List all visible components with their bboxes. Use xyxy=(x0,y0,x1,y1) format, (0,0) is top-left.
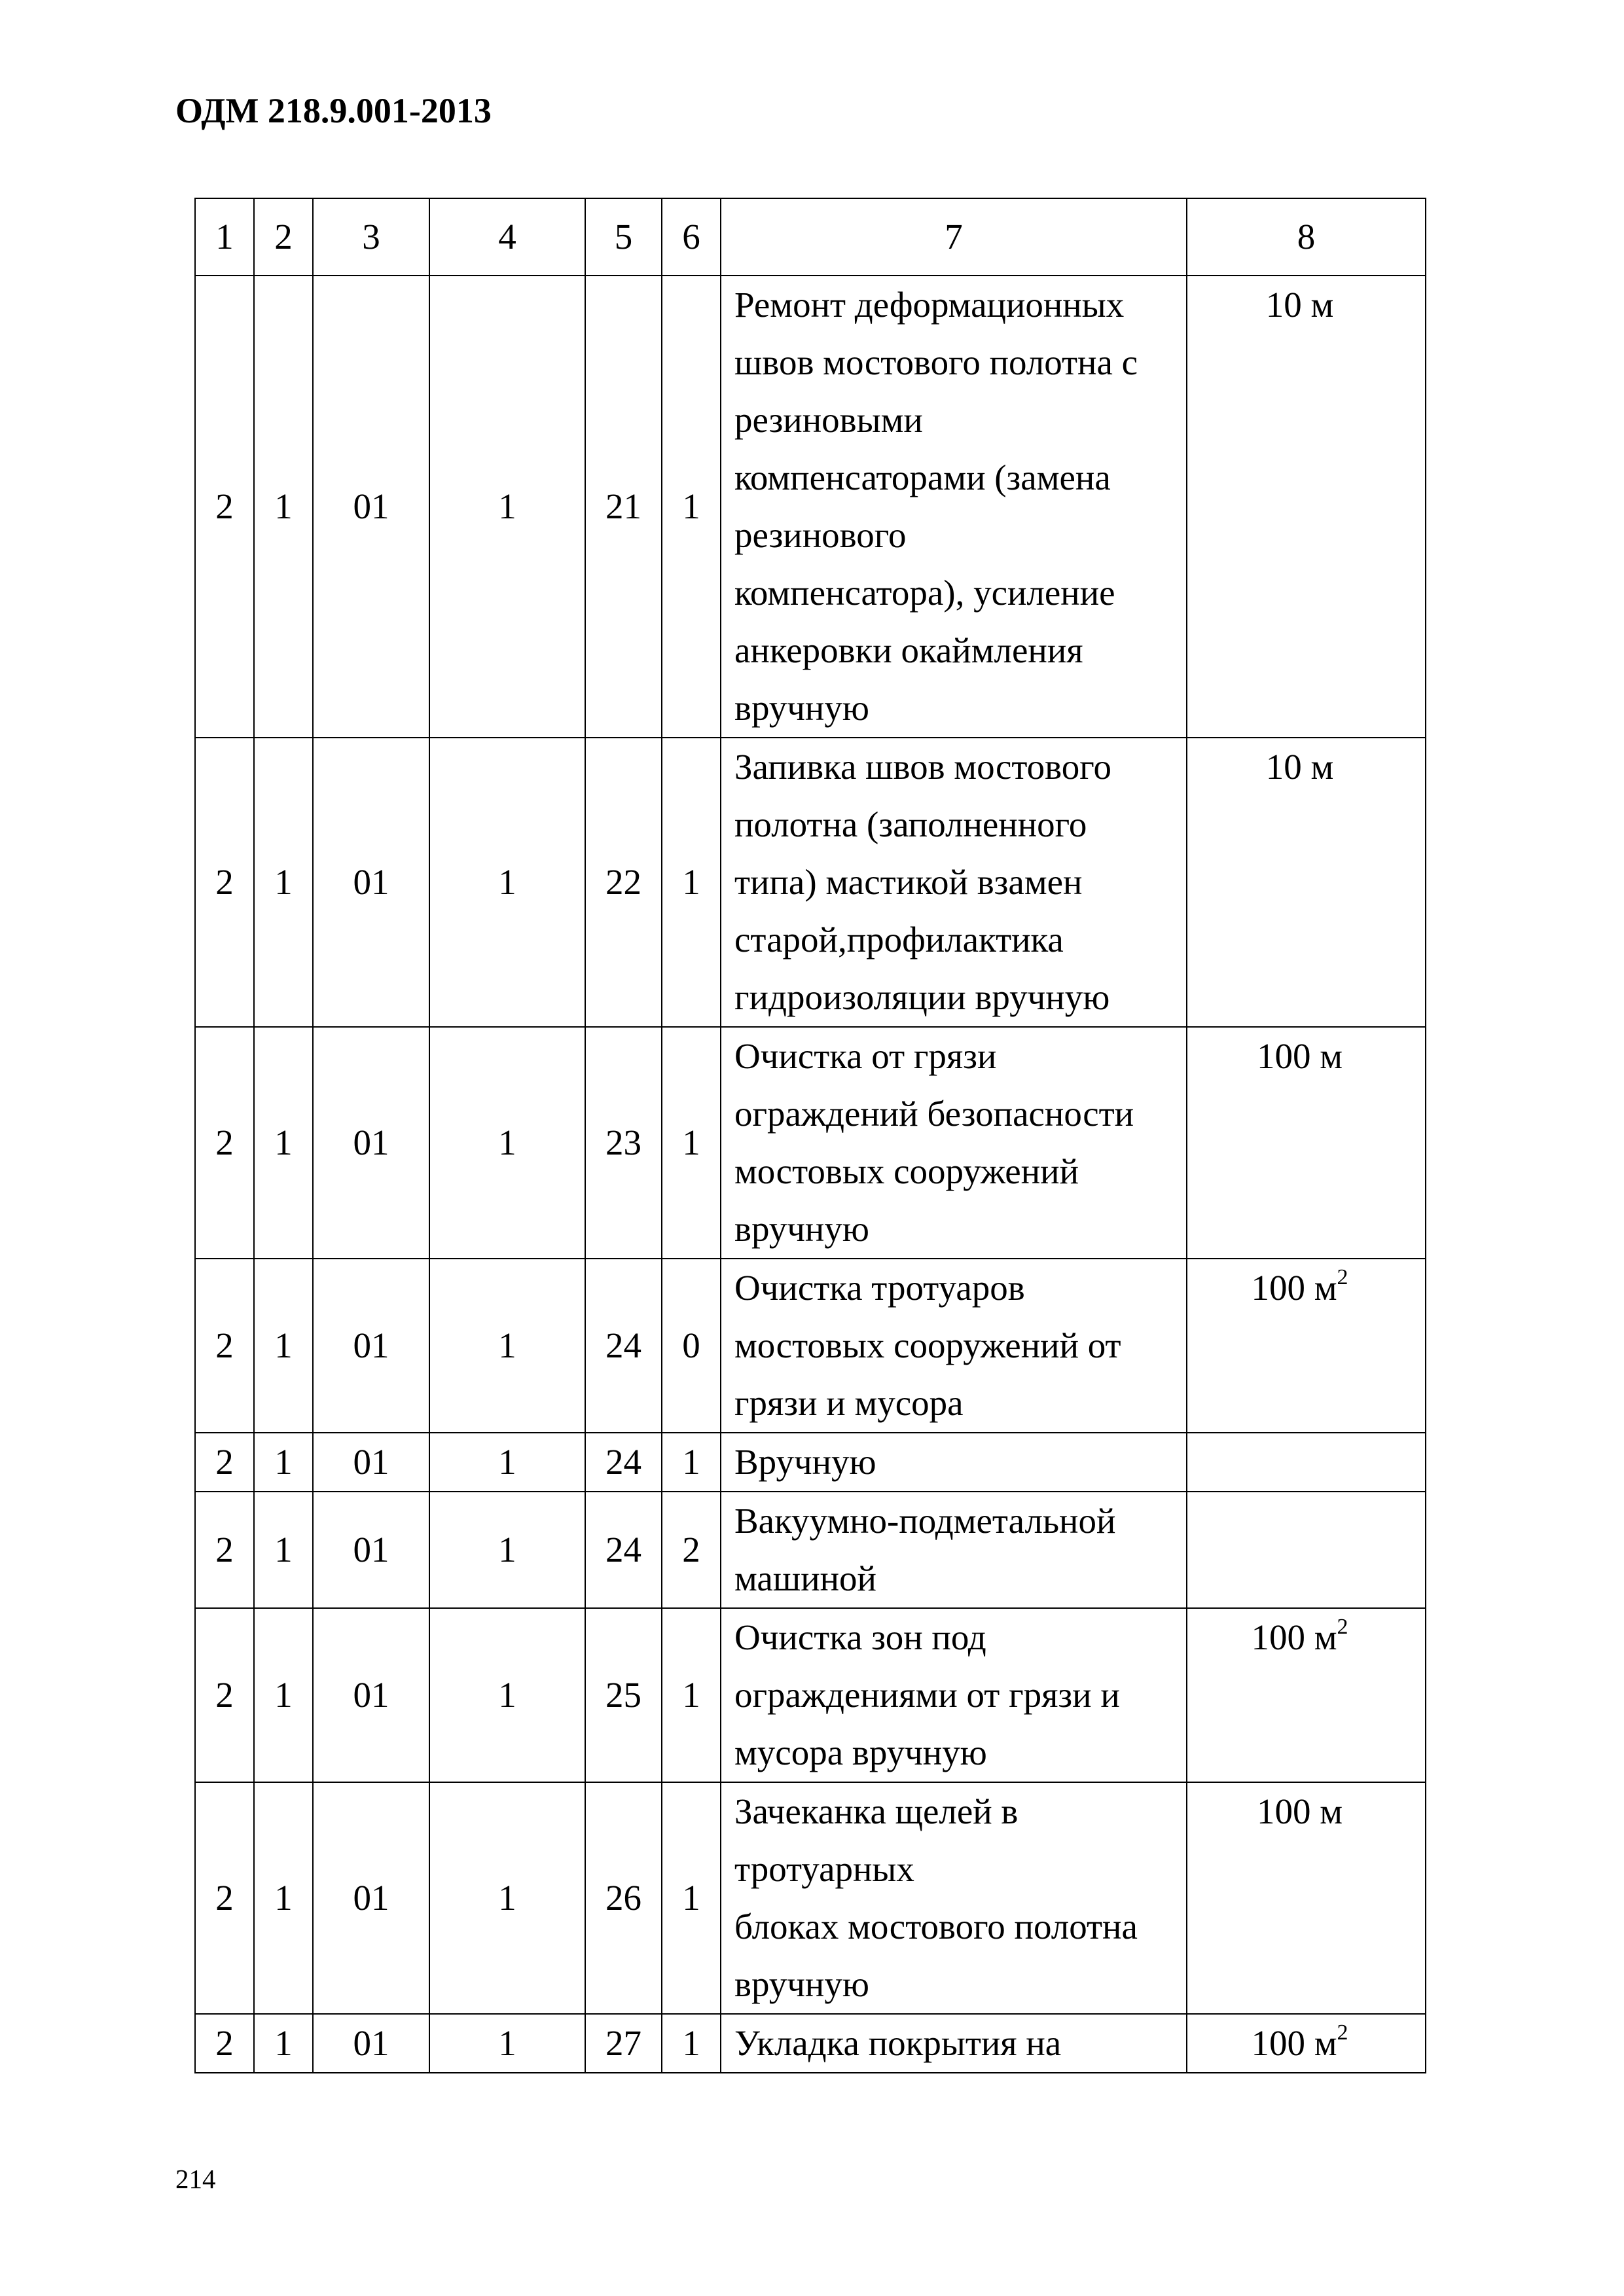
cell-description xyxy=(721,738,1187,1027)
table-row xyxy=(195,2014,1426,2073)
description-line: вручную xyxy=(734,688,869,728)
description-line: Ремонт деформационных xyxy=(734,285,1125,325)
description-line: блоках мостового полотна xyxy=(734,1907,1138,1946)
cell-c1: 2 xyxy=(195,276,254,738)
description-line: мусора вручную xyxy=(734,1732,987,1772)
unit-text: 100 м xyxy=(1256,1036,1343,1076)
cell-unit xyxy=(1187,1433,1426,1492)
cell-c3: 01 xyxy=(313,1492,429,1608)
description-line: резиновыми xyxy=(734,400,923,440)
table-header-row xyxy=(195,198,1426,276)
cell-c5: 22 xyxy=(585,738,662,1027)
table-row xyxy=(195,276,1426,738)
cell-c4: 1 xyxy=(429,1433,585,1492)
cell-unit xyxy=(1187,2014,1426,2073)
description-line: Укладка покрытия на xyxy=(734,2023,1062,2063)
cell-c2: 1 xyxy=(254,276,313,738)
cell-c5: 24 xyxy=(585,1433,662,1492)
description-line: резинового xyxy=(734,515,907,555)
cell-unit xyxy=(1187,1782,1426,2014)
description-line: грязи и мусора xyxy=(734,1383,964,1423)
cell-c4: 1 xyxy=(429,2014,585,2073)
cell-c4: 1 xyxy=(429,1782,585,2014)
cell-c3: 01 xyxy=(313,738,429,1027)
cell-c6: 0 xyxy=(662,1259,721,1433)
cell-description xyxy=(721,1492,1187,1608)
page-number: 214 xyxy=(175,2164,216,2194)
header-cell: 4 xyxy=(429,198,585,276)
description-line: компенсатора), усиление xyxy=(734,573,1115,613)
cell-c2: 1 xyxy=(254,1782,313,2014)
cell-unit xyxy=(1187,1492,1426,1608)
header-cell: 1 xyxy=(195,198,254,276)
cell-c3: 01 xyxy=(313,1782,429,2014)
table-row xyxy=(195,1492,1426,1608)
cell-c6: 1 xyxy=(662,1027,721,1259)
description-line: Вручную xyxy=(734,1442,876,1482)
header-cell: 6 xyxy=(662,198,721,276)
cell-c5: 24 xyxy=(585,1492,662,1608)
table-row xyxy=(195,1259,1426,1433)
description-line: мостовых сооружений от xyxy=(734,1325,1121,1365)
cell-description xyxy=(721,1027,1187,1259)
cell-c4: 1 xyxy=(429,276,585,738)
cell-c2: 1 xyxy=(254,1433,313,1492)
cell-c5: 23 xyxy=(585,1027,662,1259)
cell-c5: 25 xyxy=(585,1608,662,1782)
header-cell: 3 xyxy=(313,198,429,276)
header-cell: 8 xyxy=(1187,198,1426,276)
cell-c2: 1 xyxy=(254,2014,313,2073)
works-table xyxy=(194,198,1426,2073)
description-line: ограждений безопасности xyxy=(734,1094,1134,1134)
table-row xyxy=(195,1608,1426,1782)
unit-text: 100 м xyxy=(1251,2023,1337,2063)
cell-c5: 26 xyxy=(585,1782,662,2014)
cell-c3: 01 xyxy=(313,1259,429,1433)
description-line: компенсаторами (замена xyxy=(734,457,1111,497)
cell-c5: 24 xyxy=(585,1259,662,1433)
cell-description xyxy=(721,1608,1187,1782)
description-line: Вакуумно-подметальной xyxy=(734,1501,1116,1541)
unit-text: 100 м xyxy=(1251,1617,1337,1657)
unit-text: 100 м xyxy=(1256,1791,1343,1831)
table-row xyxy=(195,1433,1426,1492)
header-cell: 2 xyxy=(254,198,313,276)
description-line: тротуарных xyxy=(734,1849,914,1889)
cell-c3: 01 xyxy=(313,1027,429,1259)
cell-c4: 1 xyxy=(429,738,585,1027)
description-line: полотна (заполненного xyxy=(734,804,1087,844)
cell-c4: 1 xyxy=(429,1492,585,1608)
description-line: старой,профилактика xyxy=(734,920,1064,960)
cell-description xyxy=(721,1782,1187,2014)
description-line: швов мостового полотна с xyxy=(734,342,1138,382)
cell-c1: 2 xyxy=(195,1608,254,1782)
cell-description xyxy=(721,276,1187,738)
description-line: Очистка тротуаров xyxy=(734,1268,1025,1308)
cell-c6: 1 xyxy=(662,1433,721,1492)
cell-unit xyxy=(1187,1027,1426,1259)
cell-c3: 01 xyxy=(313,1608,429,1782)
description-line: Зачеканка щелей в xyxy=(734,1791,1019,1831)
cell-description xyxy=(721,1259,1187,1433)
description-line: Очистка от грязи xyxy=(734,1036,997,1076)
unit-text: 10 м xyxy=(1265,285,1334,325)
cell-unit xyxy=(1187,1259,1426,1433)
table-row xyxy=(195,1027,1426,1259)
cell-c3: 01 xyxy=(313,1433,429,1492)
description-line: Очистка зон под xyxy=(734,1617,986,1657)
unit-exponent: 2 xyxy=(1337,1615,1348,1639)
cell-c2: 1 xyxy=(254,1492,313,1608)
header-cell: 5 xyxy=(585,198,662,276)
cell-c1: 2 xyxy=(195,1782,254,2014)
cell-c5: 21 xyxy=(585,276,662,738)
description-line: анкеровки окаймления xyxy=(734,630,1083,670)
description-line: вручную xyxy=(734,1964,869,2004)
document-code: ОДМ 218.9.001-2013 xyxy=(175,91,492,130)
unit-exponent: 2 xyxy=(1337,2020,1348,2045)
cell-unit xyxy=(1187,738,1426,1027)
table-row xyxy=(195,1782,1426,2014)
cell-c1: 2 xyxy=(195,1259,254,1433)
cell-c4: 1 xyxy=(429,1608,585,1782)
cell-c1: 2 xyxy=(195,1492,254,1608)
cell-description xyxy=(721,2014,1187,2073)
cell-c1: 2 xyxy=(195,738,254,1027)
description-line: типа) мастикой взамен xyxy=(734,862,1083,902)
cell-c4: 1 xyxy=(429,1027,585,1259)
cell-c4: 1 xyxy=(429,1259,585,1433)
unit-text: 100 м xyxy=(1251,1268,1337,1308)
cell-c6: 1 xyxy=(662,2014,721,2073)
description-line: ограждениями от грязи и xyxy=(734,1675,1120,1715)
cell-c6: 1 xyxy=(662,1608,721,1782)
table-row xyxy=(195,738,1426,1027)
cell-c5: 27 xyxy=(585,2014,662,2073)
cell-unit xyxy=(1187,1608,1426,1782)
description-line: мостовых сооружений xyxy=(734,1151,1079,1191)
unit-exponent: 2 xyxy=(1337,1265,1348,1289)
cell-c3: 01 xyxy=(313,2014,429,2073)
cell-c6: 1 xyxy=(662,276,721,738)
description-line: машиной xyxy=(734,1558,876,1598)
cell-c2: 1 xyxy=(254,738,313,1027)
cell-c2: 1 xyxy=(254,1259,313,1433)
cell-c1: 2 xyxy=(195,2014,254,2073)
cell-description xyxy=(721,1433,1187,1492)
cell-c2: 1 xyxy=(254,1608,313,1782)
cell-c6: 2 xyxy=(662,1492,721,1608)
cell-unit xyxy=(1187,276,1426,738)
cell-c2: 1 xyxy=(254,1027,313,1259)
description-line: гидроизоляции вручную xyxy=(734,977,1110,1017)
cell-c1: 2 xyxy=(195,1027,254,1259)
unit-text: 10 м xyxy=(1265,747,1334,787)
cell-c1: 2 xyxy=(195,1433,254,1492)
cell-c6: 1 xyxy=(662,738,721,1027)
cell-c6: 1 xyxy=(662,1782,721,2014)
header-cell: 7 xyxy=(721,198,1187,276)
cell-c3: 01 xyxy=(313,276,429,738)
description-line: вручную xyxy=(734,1209,869,1249)
description-line: Запивка швов мостового xyxy=(734,747,1111,787)
